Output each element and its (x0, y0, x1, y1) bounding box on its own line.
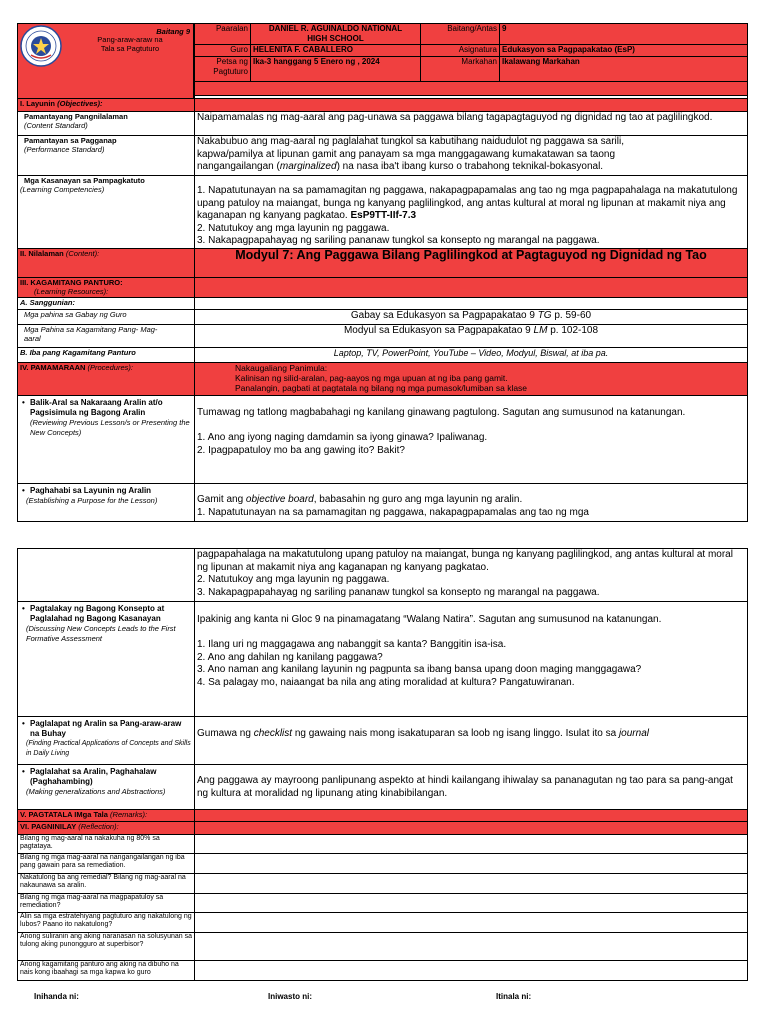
teacher-value: HELENITA F. CABALLERO (251, 45, 421, 57)
reflection-row-1: Bilang ng mag-aaral na nakakuha ng 80% sa pagtataya. (18, 835, 195, 854)
generalization-label: • Paglalahat sa Aralin, Paghahalaw (Paghahambing) (Making generalizations and Abstractions) (18, 765, 195, 810)
generalization-text: Ang paggawa ay mayroong panlipunang aspekto at hindi kailangang ihiwalay sa pananagutan ng tao para sa pang-angat ng kultura at moralidad ng lipunang ating kinabibilangan. (195, 765, 748, 810)
reflection-row-2: Bilang ng mga mag-aaral na nangangailangan ng iba pang gawain para sa remediation. (18, 854, 195, 874)
grade-line: Baitang 9 (156, 27, 190, 36)
reflection-row-7: Anong kagamitang panturo ang aking na dibuho na nais kong ibaahagi sa mga kapwa ko guro (18, 961, 195, 981)
review-label: • Balik-Aral sa Nakaraang Aralin at/o Pagsisimula ng Bagong Aralin (Reviewing Previous Lesson/s or Presenting the New Concepts) (18, 396, 195, 484)
subject-label: Asignatura (421, 45, 500, 57)
preliminaries-text: Nakaugaliang Panimula: Kalinisan ng silid-aralan, pag-aayos ng mga upuan at ng iba pang gamit. Panalangin, pagbati at pagtatala ng bilang ng mga pumasok/lumiban sa klase (195, 363, 748, 396)
procedures-heading: IV. PAMAMARAAN (Procedures): (18, 363, 195, 396)
resources-heading: III. KAGAMITANG PANTURO: (Learning Resources): (18, 278, 195, 298)
grade-label: Baitang/Antas (421, 24, 500, 45)
lesson-plan-table-page1 (17, 98, 748, 522)
content-heading: II. Nilalaman (Content): (18, 249, 195, 278)
reflection-row-6: Anong suliranin ang aking naranasan na solusyunan sa tulong aking punongguro at superbisor? (18, 933, 195, 961)
application-text: Gumawa ng checklist ng gawaing nais mong isakatuparan sa loob ng isang linggo. Isulat ito sa journal (195, 717, 748, 765)
objectives-heading: I. Layunin (Objectives): (18, 99, 195, 112)
content-standard-text: Naipamamalas ng mag-aaral ang pag-unawa sa paggawa bilang tagapagtaguyod ng dignidad ng tao at paglilingkod. (195, 112, 748, 136)
lesson-plan-table-page2 (17, 548, 748, 981)
teacher-guide-label: Mga pahina sa Gabay ng Guro (18, 310, 195, 325)
learner-material-label: Mga Pahina sa Kagamitang Pang- Mag- aaral (18, 325, 195, 348)
reflection-row-4: Bilang ng mga mag-aaral na magpapatuloy sa remediation? (18, 894, 195, 913)
noted-by-label: Itinala ni: (496, 992, 532, 1001)
teacher-guide-value: Gabay sa Edukasyon sa Pagpapakatao 9 TG p. 59-60 (195, 310, 748, 325)
grade-value: 9 (500, 24, 748, 45)
checked-by-label: Iniwasto ni: (268, 992, 312, 1001)
header-table (194, 23, 748, 109)
reflection-row-3: Nakatulong ba ang remedial? Bilang ng mag-aaral na nakaunawa sa aralin. (18, 874, 195, 894)
review-text: Tumawag ng tatlong magbabahagi ng kanilang ginawang pagtulong. Sagutan ang sumusunod na katanungan. 1. Ano ang iyong naging damdamin sa iyong ginawa? Ipaliwanag. 2. Ipagpapatuloy mo ba ang gawing ito? Bakit? (195, 396, 748, 484)
competency-item-3: 3. Nakapagpapahayag ng sariling pananaw tungkol sa konsepto ng marangal na paggawa. (197, 235, 600, 246)
learner-material-value: Modyul sa Edukasyon sa Pagpapakatao 9 LM p. 102-108 (195, 325, 748, 348)
purpose-continued-text: pagpapahalaga na makatutulong upang patuloy na maiangat, bunga ng kanyang paglilingkod, ang antas kultural at moral ng lipunan at makamit niya ang kaganapan ng kanyang pagkatao. 2. Natutukoy ang mga layunin ng paggawa. 3. Nakapagpapahayag ng sariling pananaw tungkol sa konsepto ng marangal na paggawa. (195, 549, 748, 602)
competency-item-1: 1. Napatutunayan na sa pamamagitan ng paggawa, nakapagpapamalas ang tao ng mga pagpapahalaga na makatutulong upang patuloy na maiangat, bunga ng kanyang paglilingkod, ang antas kultural at moral ng lipunan at makamit niya ang kaganapan ng kanyang pagkatao. EsP9TT-IIf-7.3 (197, 185, 738, 221)
teacher-label: Guro (195, 45, 251, 57)
purpose-label: • Paghahabi sa Layunin ng Aralin (Establishing a Purpose for the Lesson) (18, 484, 195, 522)
subject-value: Edukasyon sa Pagpapakatao (EsP) (500, 45, 748, 57)
remarks-heading: V. PAGTATALA IMga Tala (Remarks): (18, 810, 195, 822)
date-label: Petsa ng Pagtuturo (195, 57, 251, 82)
references-sub: A. Sanggunian: (18, 298, 195, 310)
reflection-row-5: Alin sa mga estratehiyang pagtuturo ang nakatulong ng lubos? Paano ito nakatulong? (18, 913, 195, 933)
deped-seal-icon (20, 25, 62, 67)
date-value: Ika-3 hanggang 5 Enero ng , 2024 (251, 57, 421, 82)
application-label: • Paglalapat ng Aralin sa Pang-araw-araw na Buhay (Finding Practical Applications of Concepts and Skills in Daily Living (18, 717, 195, 765)
module-title: Modyul 7: Ang Paggawa Bilang Paglilingkod at Pagtaguyod ng Dignidad ng Tao (195, 249, 748, 278)
competencies-label: Mga Kasanayan sa Pampagkatuto (Learning Competencies) (18, 176, 195, 249)
performance-standard-text: Nakabubuo ang mag-aaral ng paglalahat tungkol sa kabutihang naidudulot ng paggawa sa sarili, kapwa/pamilya at lipunan gamit ang panayam sa mga manggagawang kumakatawan sa taong nangangailangan (marginalized) na nasa iba't ibang kurso o trabahong teknikal-bokasyonal. (195, 136, 748, 176)
doc-title: Pang-araw-araw na Tala sa Pagtuturo (97, 35, 163, 53)
school-value: DANIEL R. AGUINALDO NATIONAL HIGH SCHOOL (251, 24, 421, 45)
discussion-text: Ipakinig ang kanta ni Gloc 9 na pinamagatang “Walang Natira”. Sagutan ang sumusunod na katanungan. 1. Ilang uri ng maggagawa ang nabanggit sa kanta? Banggitin isa-isa. 2. Ano ang dahilan ng kanilang paggawa? 3. Ano naman ang kanilang layunin ng pagpunta sa ibang bansa upang doon maging manggagawa? 4. Sa palagay mo, naiaangat ba nila ang ating moralidad at kultura? Pangatuwiranan. (195, 602, 748, 717)
competencies-text (195, 176, 748, 249)
school-label: Paaralan (195, 24, 251, 45)
content-standard-label: Pamantayang Pangnilalaman (Content Standard) (18, 112, 195, 136)
reflection-heading: VI. PAGNINILAY (Reflection): (18, 822, 195, 835)
competency-item-2: 2. Natutukoy ang mga layunin ng paggawa. (197, 222, 390, 234)
purpose-text: Gamit ang objective board, babasahin ng guro ang mga layunin ng aralin. 1. Napatutunayan na sa pamamagitan ng paggawa, nakapagpapamalas ang tao ng mga (195, 484, 748, 522)
quarter-value: Ikalawang Markahan (500, 57, 748, 82)
prepared-by-label: Inihanda ni: (34, 992, 79, 1001)
competency-code: EsP9TT-IIf-7.3 (350, 210, 417, 221)
quarter-label: Markahan (421, 57, 500, 82)
other-resources-value: Laptop, TV, PowerPoint, YouTube – Video, Modyul, Biswal, at iba pa. (195, 348, 748, 363)
performance-standard-label: Pamantayan sa Pagganap (Performance Standard) (18, 136, 195, 176)
other-resources-label: B. Iba pang Kagamitang Panturo (18, 348, 195, 363)
discussion-label: • Pagtalakay ng Bagong Konsepto at Paglalahad ng Bagong Kasanayan (Discussing New Concepts Leads to the First Formative Assessment (18, 602, 195, 717)
